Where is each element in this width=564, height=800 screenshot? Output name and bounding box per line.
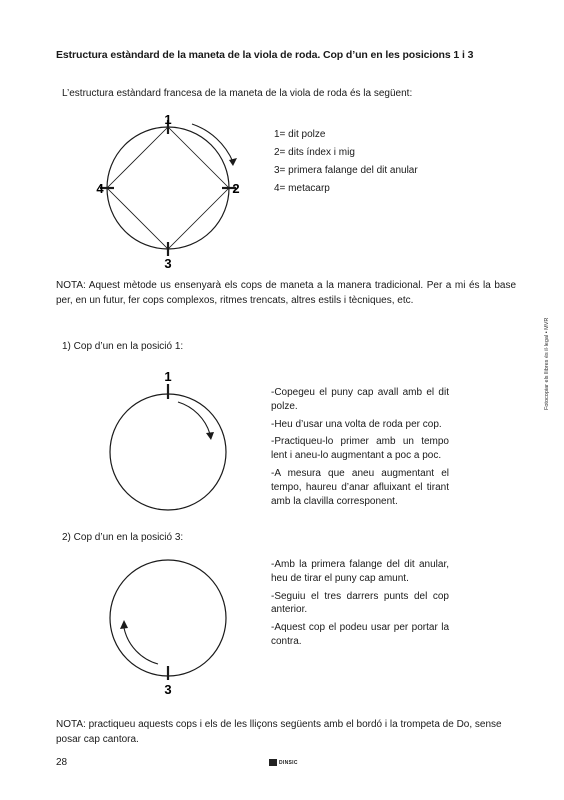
copyright-side-note: Fotocopiar els llibres és il·legal • MVR: [544, 317, 550, 410]
section1-bullet-1: -Copegeu el puny cap avall amb el dit polze.: [271, 387, 449, 412]
legend-item-3: 3= primera falange del dit anular: [274, 165, 418, 176]
position1-diagram: [100, 366, 240, 516]
section2-bullets: [271, 558, 449, 653]
legend-item-2: 2= dits índex i mig: [274, 147, 355, 158]
section1-bullet-2: -Heu d’usar una volta de roda per cop.: [271, 418, 442, 430]
legend-item-1: 1= dit polze: [274, 129, 326, 140]
section2-bullet-3: -Aquest cop el podeu usar per portar la contra.: [271, 622, 449, 647]
legend-item-4: 4= metacarp: [274, 183, 330, 194]
position3-diagram: [100, 556, 240, 701]
diagram1-label-3: 3: [164, 256, 172, 270]
section1-heading: 1) Cop d’un en la posició 1:: [62, 341, 184, 352]
diagram1-label-4: 4: [96, 181, 104, 196]
crank-structure-diagram: [90, 110, 260, 270]
position1-label: 1: [164, 369, 172, 384]
section2-bullet-2: -Seguiu el tres darrers punts del cop anterior.: [271, 590, 449, 616]
publisher-logo-text: DINSIC: [279, 759, 298, 766]
page-number: 28: [56, 757, 68, 768]
publisher-logo-icon: [269, 759, 277, 766]
page-title: Estructura estàndard de la maneta de la viola de roda. Cop d’un en les posicions 1 i 3: [56, 49, 474, 61]
section2-bullet-1: -Amb la primera falange del dit anular, heu de tirar el puny cap amunt.: [271, 559, 449, 584]
position3-label: 3: [164, 682, 172, 697]
section1-bullet-3: -Practiqueu-lo primer amb un tempo lent i aneu-lo augmentant a poc a poc.: [271, 436, 449, 462]
note-1: NOTA: Aquest mètode us ensenyarà els cops de maneta a la manera tradicional. Per a mi és la base per, en un futur, fer cops complexos, ritmes trencats, altres estils i tècniques, etc.: [56, 280, 516, 306]
section1-bullets: [271, 386, 449, 512]
diagram1-label-2: 2: [232, 181, 240, 196]
diagram1-label-1: 1: [164, 112, 172, 127]
intro-paragraph: L’estructura estàndard francesa de la maneta de la viola de roda és la següent:: [62, 88, 413, 99]
section1-bullet-4: -A mesura que aneu augmentant el tempo, haureu d’anar afluixant el tirant amb la clavilla corresponent.: [271, 467, 449, 507]
publisher-logo: [269, 759, 298, 766]
section2-heading: 2) Cop d’un en la posició 3:: [62, 532, 184, 543]
note-2: NOTA: practiqueu aquests cops i els de les lliçons següents amb el bordó i la trompeta de Do, sense posar cap cantora.: [56, 719, 502, 745]
